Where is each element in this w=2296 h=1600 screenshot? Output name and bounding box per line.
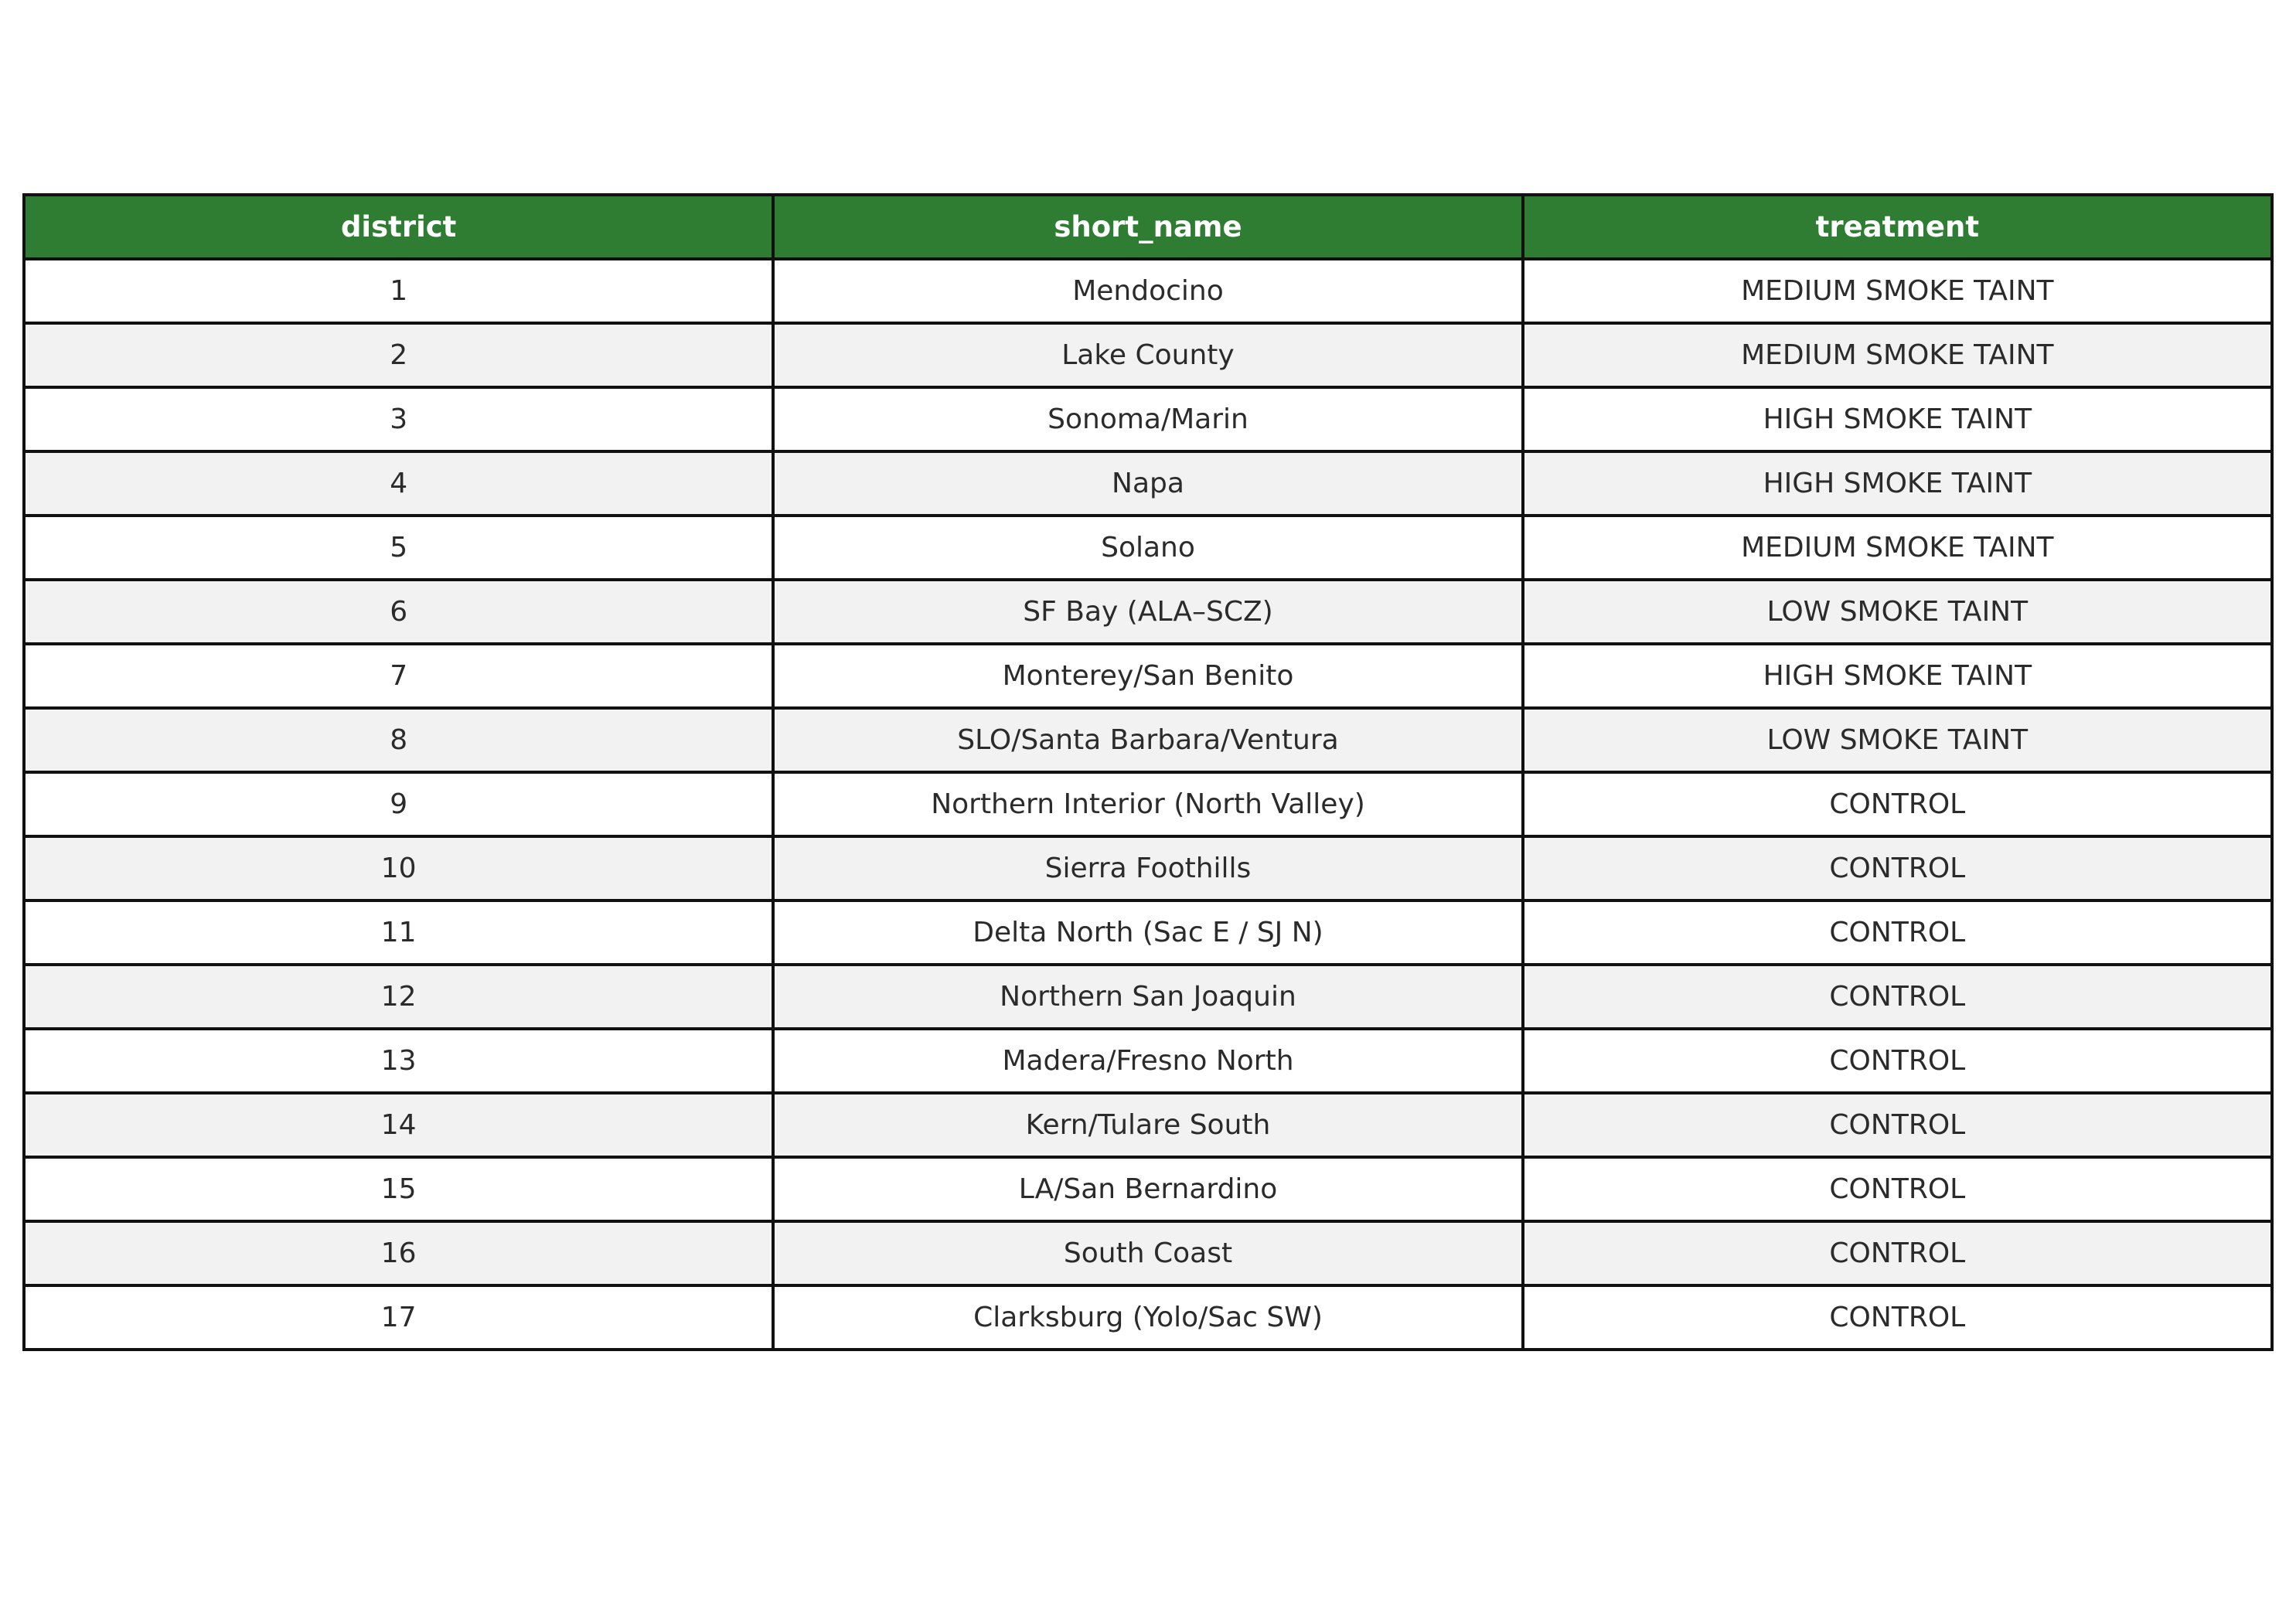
short-name-cell: Mendocino [773, 259, 1522, 323]
table-row [24, 900, 2272, 965]
table-row [24, 1221, 2272, 1285]
treatment-cell: CONTROL [1523, 965, 2272, 1029]
district-cell: 16 [24, 1221, 773, 1285]
district-cell: 3 [24, 387, 773, 451]
short-name-cell: LA/San Bernardino [773, 1157, 1522, 1221]
short-name-cell: SLO/Santa Barbara/Ventura [773, 708, 1522, 772]
short-name-cell: Delta North (Sac E / SJ N) [773, 900, 1522, 965]
district-cell: 11 [24, 900, 773, 965]
treatment-cell: CONTROL [1523, 1093, 2272, 1157]
district-cell: 6 [24, 580, 773, 644]
table-row [24, 516, 2272, 580]
short-name-cell: Lake County [773, 323, 1522, 387]
table-row [24, 644, 2272, 708]
short-name-cell: Sonoma/Marin [773, 387, 1522, 451]
table-row [24, 965, 2272, 1029]
treatment-cell: CONTROL [1523, 1285, 2272, 1350]
short-name-cell: South Coast [773, 1221, 1522, 1285]
district-cell: 8 [24, 708, 773, 772]
district-cell: 14 [24, 1093, 773, 1157]
table-row [24, 708, 2272, 772]
treatment-cell: MEDIUM SMOKE TAINT [1523, 516, 2272, 580]
treatment-cell: CONTROL [1523, 1029, 2272, 1093]
treatment-cell: CONTROL [1523, 900, 2272, 965]
district-cell: 17 [24, 1285, 773, 1350]
table-row [24, 1029, 2272, 1093]
district-cell: 15 [24, 1157, 773, 1221]
treatment-cell: MEDIUM SMOKE TAINT [1523, 259, 2272, 323]
short-name-cell: Sierra Foothills [773, 836, 1522, 900]
short-name-cell: Northern Interior (North Valley) [773, 772, 1522, 836]
table-row [24, 1285, 2272, 1350]
short-name-cell: Monterey/San Benito [773, 644, 1522, 708]
table-row [24, 580, 2272, 644]
district-cell: 9 [24, 772, 773, 836]
table-row [24, 772, 2272, 836]
table-header-row [24, 195, 2272, 259]
column-header-short-name: short_name [773, 195, 1522, 259]
treatment-cell: LOW SMOKE TAINT [1523, 708, 2272, 772]
short-name-cell: Solano [773, 516, 1522, 580]
table-row [24, 1157, 2272, 1221]
district-cell: 4 [24, 451, 773, 516]
column-header-district: district [24, 195, 773, 259]
table-row [24, 387, 2272, 451]
table-row [24, 323, 2272, 387]
treatment-cell: LOW SMOKE TAINT [1523, 580, 2272, 644]
table-row [24, 836, 2272, 900]
short-name-cell: Clarksburg (Yolo/Sac SW) [773, 1285, 1522, 1350]
short-name-cell: SF Bay (ALA–SCZ) [773, 580, 1522, 644]
short-name-cell: Madera/Fresno North [773, 1029, 1522, 1093]
treatment-cell: CONTROL [1523, 772, 2272, 836]
table-row [24, 451, 2272, 516]
treatment-cell: CONTROL [1523, 836, 2272, 900]
treatment-cell: CONTROL [1523, 1221, 2272, 1285]
treatment-cell: CONTROL [1523, 1157, 2272, 1221]
table-row [24, 259, 2272, 323]
district-cell: 13 [24, 1029, 773, 1093]
treatment-cell: HIGH SMOKE TAINT [1523, 451, 2272, 516]
district-cell: 5 [24, 516, 773, 580]
short-name-cell: Napa [773, 451, 1522, 516]
column-header-treatment: treatment [1523, 195, 2272, 259]
table-row [24, 1093, 2272, 1157]
short-name-cell: Kern/Tulare South [773, 1093, 1522, 1157]
table-body [24, 259, 2272, 1350]
district-cell: 7 [24, 644, 773, 708]
treatment-cell: MEDIUM SMOKE TAINT [1523, 323, 2272, 387]
district-cell: 2 [24, 323, 773, 387]
treatment-cell: HIGH SMOKE TAINT [1523, 644, 2272, 708]
treatment-cell: HIGH SMOKE TAINT [1523, 387, 2272, 451]
district-table [22, 193, 2274, 1351]
district-cell: 10 [24, 836, 773, 900]
district-cell: 12 [24, 965, 773, 1029]
short-name-cell: Northern San Joaquin [773, 965, 1522, 1029]
district-cell: 1 [24, 259, 773, 323]
